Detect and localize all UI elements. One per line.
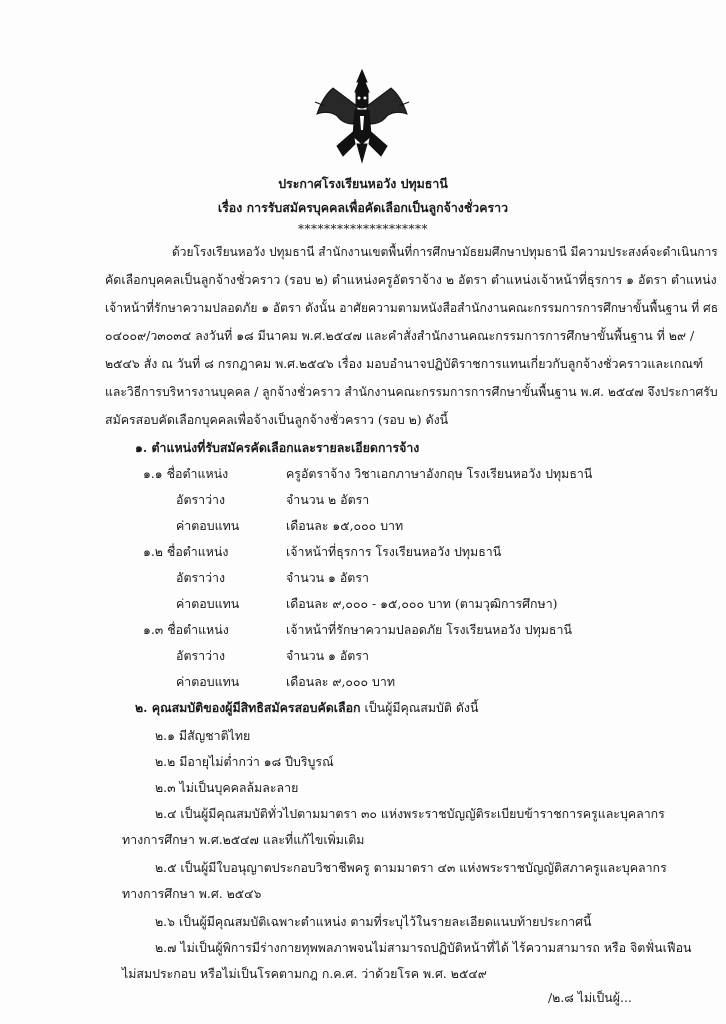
continuation-note: /๒.๘ ไม่เป็นผู้... [548,990,632,1005]
intro-line: คัดเลือกบุคคลเป็นลูกจ้างชั่วคราว (รอบ ๒) ตำแหน่งครูอัตราจ้าง ๒ อัตรา ตำแหน่งเจ้าหน้าที่ธุรการ ๑ อัตรา ตำแหน่ง [105,272,717,287]
garuda-emblem [313,66,411,166]
pay-label: ค่าตอบแทน [176,518,240,533]
section-2-heading [135,700,478,716]
announcement-subject: เรื่อง การรับสมัครบุคคลเพื่อคัดเลือกเป็นลูกจ้างชั่วคราว [217,200,509,215]
intro-line: ด้วยโรงเรียนหอวัง ปทุมธานี สำนักงานเขตพื้นที่การศึกษามัธยมศึกษาปทุมธานี มีความประสงค์จะดำเนินการ [172,244,718,259]
pay-value: เดือนละ ๑๕,๐๐๐ บาท [286,518,404,533]
position-name: เจ้าหน้าที่รักษาความปลอดภัย โรงเรียนหอวัง ปทุมธานี [286,622,572,637]
intro-line: และวิธีการบริหารงานบุคคล / ลูกจ้างชั่วคราว สำนักงานคณะกรรมการการศึกษาขั้นพื้นฐาน พ.ศ. ๒๕๔๗ จึงประกาศรับ [105,384,718,399]
pay-label: ค่าตอบแทน [176,596,240,611]
position-label: ๑.๓ ชื่อตำแหน่ง [143,622,229,637]
position-label: ๑.๑ ชื่อตำแหน่ง [143,466,229,481]
position-name: เจ้าหน้าที่ธุรการ โรงเรียนหอวัง ปทุมธานี [286,544,502,559]
qualification-item: ๒.๖ เป็นผู้มีคุณสมบัติเฉพาะตำแหน่ง ตามที่ระบุไว้ในรายละเอียดแนบท้ายประกาศนี้ [155,914,592,929]
qualification-item: ทางการศึกษา พ.ศ.๒๕๔๗ และที่แก้ไขเพิ่มเติม [122,832,365,847]
pay-value: เดือนละ ๙,๐๐๐ - ๑๕,๐๐๐ บาท (ตามวุฒิการศึกษา) [286,596,558,611]
qualification-item: ๒.๒ มีอายุไม่ต่ำกว่า ๑๘ ปีบริบูรณ์ [155,754,334,769]
vacancy-label: อัตราว่าง [176,570,226,585]
qualification-item: ๒.๓ ไม่เป็นบุคคลล้มละลาย [155,780,299,795]
intro-line: ๐๔๐๐๙/ว๓๐๓๔ ลงวันที่ ๑๘ มีนาคม พ.ศ.๒๕๔๗ และคำสั่งสำนักงานคณะกรรมการการศึกษาขั้นพื้นฐาน ที่ ๒๙ / [105,328,695,343]
position-label: ๑.๒ ชื่อตำแหน่ง [143,544,229,559]
qualification-item: ๒.๗ ไม่เป็นผู้พิการมีร่างกายทุพพลภาพจนไม่สามารถปฏิบัติหน้าที่ได้ ไร้ความสามารถ หรือ จิตฟั่นเฟือน [155,940,692,955]
vacancy-value: จำนวน ๑ อัตรา [286,570,369,585]
vacancy-label: อัตราว่าง [176,648,226,663]
announcement-title: ประกาศโรงเรียนหอวัง ปทุมธานี [278,176,448,191]
pay-label: ค่าตอบแทน [176,674,240,689]
qualification-item: ทางการศึกษา พ.ศ. ๒๕๔๖ [122,886,262,901]
qualification-item: ๒.๑ มีสัญชาติไทย [155,728,251,743]
qualification-item: ๒.๔ เป็นผู้มีคุณสมบัติทั่วไปตามมาตรา ๓๐ แห่งพระราชบัญญัติระเบียบข้าราชการครูและบุคลากร [155,806,665,821]
qualification-item: ไม่สมประกอบ หรือไม่เป็นโรคตามกฎ ก.ค.ศ. ว่าด้วยโรค พ.ศ. ๒๕๔๙ [122,966,487,981]
section-1-heading: ๑. ตำแหน่งที่รับสมัครคัดเลือกและรายละเอียดการจ้าง [135,440,420,455]
intro-line: ๒๕๔๖ สั่ง ณ วันที่ ๘ กรกฎาคม พ.ศ.๒๕๔๖ เรื่อง มอบอำนาจปฏิบัติราชการแทนเกี่ยวกับลูกจ้างชั่วคราวและเกณฑ์ [105,356,704,371]
vacancy-value: จำนวน ๒ อัตรา [286,492,370,507]
intro-line: สมัครสอบคัดเลือกบุคคลเพื่อจ้างเป็นลูกจ้างชั่วคราว (รอบ ๒) ดังนี้ [105,412,449,427]
vacancy-label: อัตราว่าง [176,492,226,507]
star-divider: ******************** [298,222,428,236]
intro-line: เจ้าหน้าที่รักษาความปลอดภัย ๑ อัตรา ดังนั้น อาศัยความตามหนังสือสำนักงานคณะกรรมการการศึกษาขั้นพื้นฐาน ที่ ศธ [105,300,719,315]
position-name: ครูอัตราจ้าง วิชาเอกภาษาอังกฤษ โรงเรียนหอวัง ปทุมธานี [286,466,593,481]
vacancy-value: จำนวน ๑ อัตรา [286,648,369,663]
section-2-heading-tail: เป็นผู้มีคุณสมบัติ ดังนี้ [360,700,479,715]
qualification-item: ๒.๕ เป็นผู้มีใบอนุญาตประกอบวิชาชีพครู ตามมาตรา ๔๓ แห่งพระราชบัญญัติสภาครูและบุคลากร [155,860,667,875]
section-2-heading-bold: ๒. คุณสมบัติของผู้มีสิทธิสมัครสอบคัดเลือก [135,700,361,715]
pay-value: เดือนละ ๙,๐๐๐ บาท [286,674,396,689]
